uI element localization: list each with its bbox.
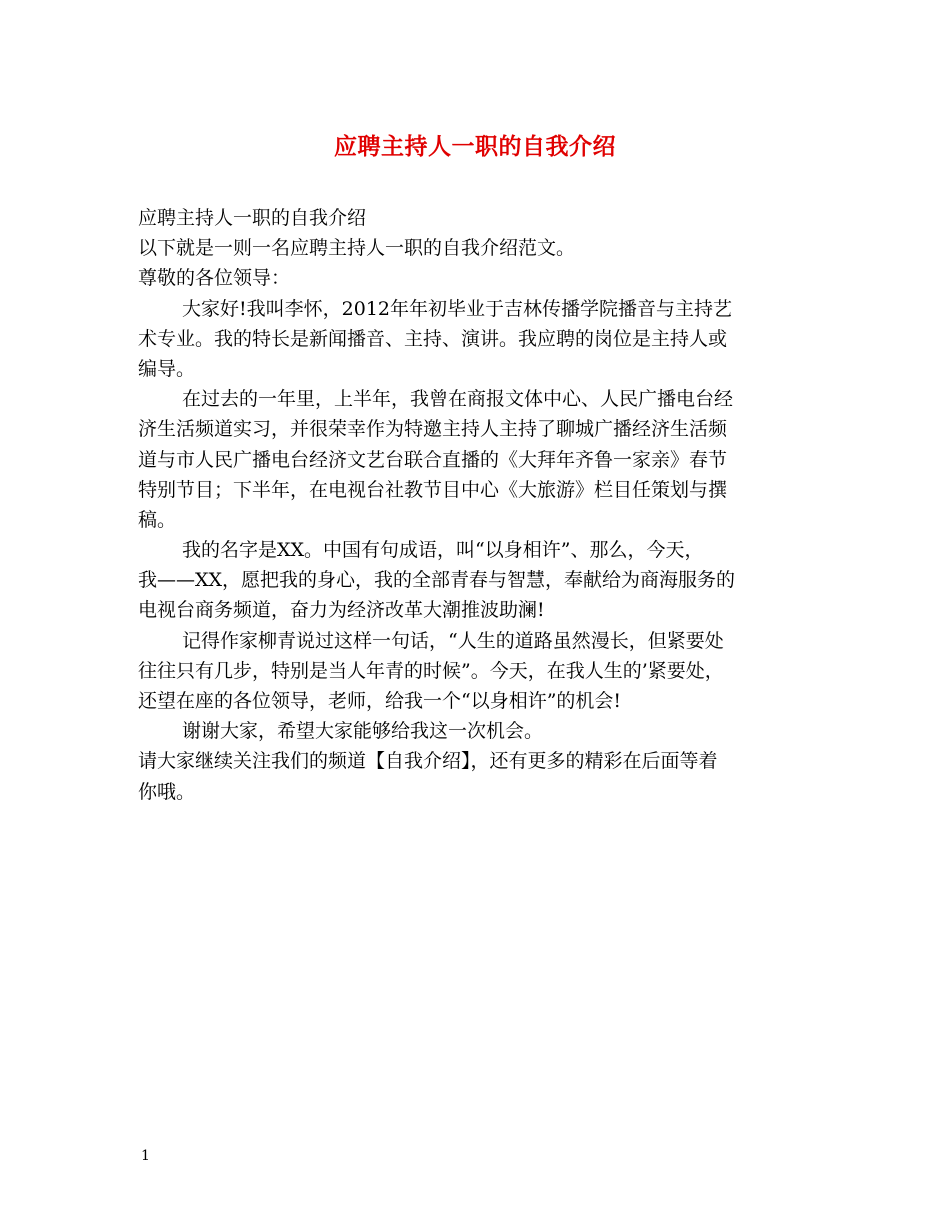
text-line: 编导。 [138, 357, 196, 380]
text-line: 还望在座的各位领导，老师，给我一个“以身相许”的机会! [138, 690, 622, 712]
page-number: 1 [141, 1148, 150, 1164]
text-line: 请大家继续关注我们的频道【自我介绍】，还有更多的精彩在后面等着 [138, 750, 718, 773]
text-line: 谢谢大家，希望大家能够给我这一次机会。 [182, 720, 544, 743]
text-line: 我的名字是XX。中国有句成语，叫“以身相许”、那么，今天， [182, 539, 704, 562]
text-line: 你哦。 [138, 780, 196, 803]
text-line: 记得作家柳青说过这样一句话，“人生的道路虽然漫长，但紧要处 [182, 629, 724, 652]
text-line: 我——XX，愿把我的身心，我的全部青春与智慧，奉献给为商海服务的 [138, 569, 736, 592]
text-line: 在过去的一年里，上半年，我曾在商报文体中心、人民广播电台经 [182, 388, 734, 411]
document-title: 应聘主持人一职的自我介绍 [334, 133, 616, 160]
text-line: 大家好!我叫李怀，2012年年初毕业于吉林传播学院播音与主持艺 [182, 297, 732, 320]
text-line: 道与市人民广播电台经济文艺台联合直播的《大拜年齐鲁一家亲》春节 [138, 448, 728, 471]
text-line: 电视台商务频道，奋力为经济改革大潮推波助澜! [138, 599, 545, 622]
text-line: 尊敬的各位领导： [138, 267, 291, 290]
text-line: 济生活频道实习，并很荣幸作为特邀主持人主持了聊城广播经济生活频 [138, 418, 728, 441]
text-line: 应聘主持人一职的自我介绍 [138, 207, 367, 229]
text-line: 以下就是一则一名应聘主持人一职的自我介绍范文。 [138, 237, 576, 260]
text-line: 稿。 [138, 508, 177, 531]
document-body [138, 203, 818, 807]
text-line: 术专业。我的特长是新闻播音、主持、演讲。我应聘的岗位是主持人或 [138, 327, 728, 350]
text-line: 往往只有几步，特别是当人年青的时候”。今天，在我人生的’紧要处， [138, 659, 724, 682]
text-line: 特别节目；下半年，在电视台社教节目中心《大旅游》栏目任策划与撰 [138, 478, 728, 501]
